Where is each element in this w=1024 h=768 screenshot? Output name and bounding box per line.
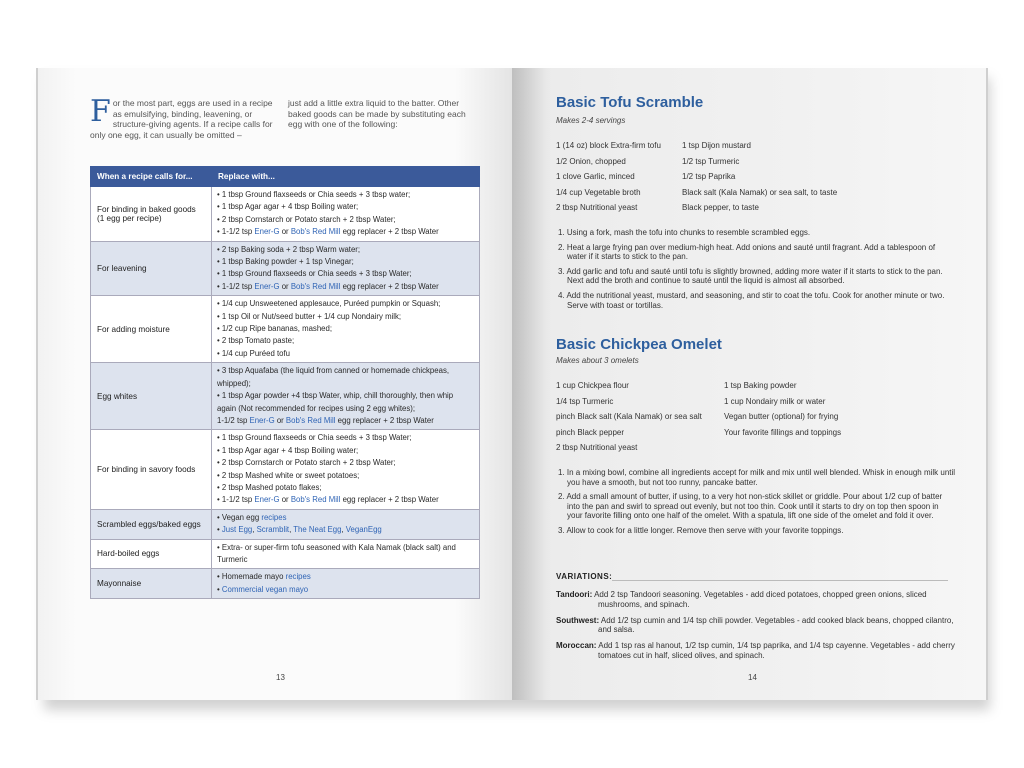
option-text: or [279, 495, 291, 505]
recipe-title-chickpea-omelet: Basic Chickpea Omelet [556, 336, 722, 353]
option-text: 1-1/2 tsp [217, 415, 250, 425]
replacement-option [217, 524, 474, 536]
option-text: , [252, 525, 257, 535]
step: 2. Add a small amount of butter, if using, to a very hot non-stick skillet or griddle. Pour about 1/2 cup of batter into the pan and swirl to spread out evenly, but not too thin. Cook until it starts to dry on top then spoon in your favorite filling onto one half of the omelet. With a spatula, lift one side of the omelet and fold it over. [558, 492, 943, 521]
row-replacements [212, 430, 480, 509]
variations-divider [612, 580, 948, 581]
step: 4. Add the nutritional yeast, mustard, and seasoning, and stir to coat the tofu. Cook for another minute or two. Serve with toast or tortillas. [558, 290, 945, 310]
variation-text: Add 1 tsp ras al hanout, 1/2 tsp cumin, 1/4 tsp paprika, and 1/4 tsp cayenne. Vegetables - add cherry tomatoes cut in half, sliced olives, and spinach. [598, 641, 955, 660]
option-text: • 2 tbsp Cornstarch or Potato starch + 2 tbsp Water; [217, 458, 396, 468]
option-text: • 1 tbsp Agar powder +4 tbsp Water, whip, chill thoroughly, then whip again (Not recommended for recipes using 2 egg whites); [217, 391, 454, 413]
table-row [91, 539, 480, 569]
intro-text-1: or the most part, eggs are used in a recipe as emulsifying, binding, leavening, or structure-giving agents. If a recipe calls for only one egg, it can usually be omitted – [90, 98, 273, 140]
option-text: • 1 tsp Oil or Nut/seed butter + 1/4 cup Nondairy milk; [217, 311, 402, 321]
ingredient: 1/2 Onion, chopped [556, 156, 626, 166]
row-replacements [212, 241, 480, 296]
option-text: or [279, 281, 291, 291]
product-link[interactable]: Bob's Red Mill [290, 495, 341, 505]
ingredient: 1 tsp Baking powder [724, 381, 797, 390]
step: 1. Using a fork, mash the tofu into chunks to resemble scrambled eggs. [558, 228, 811, 237]
table-row [91, 569, 480, 599]
replacement-option [217, 335, 474, 347]
replacement-option [217, 323, 474, 335]
recipe-servings-tofu: Makes 2-4 servings [556, 116, 626, 125]
replacement-option [217, 189, 474, 201]
product-link[interactable]: Scramblit [256, 525, 290, 535]
ingredient: 1 (14 oz) block Extra-firm tofu [556, 141, 661, 150]
row-replacements [212, 296, 480, 363]
table-header-calls-for: When a recipe calls for... [91, 167, 212, 187]
left-page [36, 68, 512, 700]
variation-text: Add 1/2 tsp cumin and 1/4 tsp chili powder. Vegetables - add cooked black beans, chopped cilantro, and salsa. [598, 615, 954, 635]
option-text: , [341, 525, 346, 535]
row-replacements [212, 539, 480, 569]
row-category: For leavening [91, 241, 212, 296]
option-text: • 1 tbsp Ground flaxseeds or Chia seeds + 3 tbsp Water; [217, 433, 412, 443]
step: 3. Add garlic and tofu and sauté until tofu is slightly browned, adding more water if it starts to stick to the pan. Next add the broth and continue to sauté until the liquid is almost all absorbed. [558, 266, 943, 286]
replacement-option [217, 298, 474, 310]
ingredients-tofu-col2 [682, 138, 952, 216]
recipe-title-tofu-scramble: Basic Tofu Scramble [556, 94, 704, 111]
option-text: • 1 tbsp Agar agar + 4 tbsp Boiling water; [217, 202, 359, 212]
variation-item [556, 641, 956, 661]
variation-item [556, 616, 956, 636]
option-text: egg replacer + 2 tbsp Water [340, 227, 439, 237]
row-category: Mayonnaise [91, 569, 212, 599]
replacement-option [217, 512, 474, 524]
table-row [91, 363, 480, 430]
replacement-option [217, 201, 474, 213]
ingredient: 2 tbsp Nutritional yeast [556, 443, 638, 452]
product-link[interactable]: Bob's Red Mill [290, 281, 341, 291]
step: 3. Allow to cook for a little longer. Remove then serve with your favorite toppings. [558, 525, 844, 535]
row-category: For binding in baked goods (1 egg per recipe) [91, 187, 212, 242]
table-row [91, 509, 480, 539]
ingredient: 1 tsp Dijon mustard [682, 141, 751, 150]
table-row [91, 187, 480, 242]
ingredient: 1/4 cup Vegetable broth [556, 187, 641, 197]
variation-text: Add 2 tsp Tandoori seasoning. Vegetables - add diced potatoes, chopped green onions, sliced mushrooms, and spinach. [594, 590, 927, 609]
option-text: • 1-1/2 tsp [217, 281, 255, 291]
ingredient: 1/2 tsp Paprika [682, 172, 736, 181]
ingredient: 1 cup Chickpea flour [556, 381, 629, 390]
option-text: , [289, 525, 294, 535]
replacement-option [217, 482, 474, 494]
recipe-servings-omelet: Makes about 3 omelets [556, 356, 639, 365]
replacement-option [217, 365, 474, 390]
intro-column-1 [90, 94, 276, 140]
option-text: • 2 tsp Baking soda + 2 tbsp Warm water; [217, 244, 361, 254]
ingredient: 1 cup Nondairy milk or water [724, 396, 826, 406]
row-replacements [212, 187, 480, 242]
table-header-replace-with: Replace with... [212, 167, 480, 187]
option-text: egg replacer + 2 tbsp Water [340, 495, 439, 505]
row-replacements [212, 509, 480, 539]
option-text: • Vegan egg [217, 512, 262, 522]
option-text: • 2 tbsp Tomato paste; [217, 336, 295, 346]
product-link[interactable]: Ener-G [254, 495, 280, 505]
ingredient: 1/2 tsp Turmeric [682, 156, 740, 166]
product-link[interactable]: recipes [285, 572, 311, 582]
product-link[interactable]: Commercial vegan mayo [221, 584, 309, 594]
ingredient: Vegan butter (optional) for frying [724, 412, 839, 421]
option-text: • 1 tbsp Ground flaxseeds or Chia seeds + 3 tbsp Water; [217, 269, 412, 279]
ingredient: 2 tbsp Nutritional yeast [556, 203, 638, 212]
ingredients-tofu-col1 [556, 138, 678, 216]
product-link[interactable]: Just Egg [221, 525, 253, 535]
step: 2. Heat a large frying pan over medium-high heat. Add onions and sauté until fragrant. Add a tablespoon of water if it starts to stick to the pan. [558, 242, 936, 262]
table-row [91, 241, 480, 296]
ingredient: Your favorite fillings and toppings [724, 427, 842, 437]
replacement-option [217, 542, 474, 567]
ingredient: 1/4 tsp Turmeric [556, 396, 614, 406]
ingredients-omelet-col2 [724, 378, 954, 440]
step: 1. In a mixing bowl, combine all ingredients accept for milk and mix until well blended. Whisk in enough milk until you have a smooth, but not too runny, pancake batter. [558, 468, 956, 487]
replacement-option [217, 457, 474, 469]
drop-cap: F [90, 94, 111, 129]
option-text: • 1 tbsp Agar agar + 4 tbsp Boiling water; [217, 445, 359, 455]
replacement-option [217, 390, 474, 415]
replacement-option [217, 244, 474, 256]
option-text: • 2 tbsp Mashed potato flakes; [217, 482, 322, 492]
variations-heading: VARIATIONS: [556, 572, 613, 581]
replacement-option [217, 214, 474, 226]
replacement-option [217, 348, 474, 360]
option-text: • 2 tbsp Cornstarch or Potato starch + 2 tbsp Water; [217, 214, 396, 224]
product-link[interactable]: The Neat Egg [293, 525, 342, 535]
row-category: Scrambled eggs/baked eggs [91, 509, 212, 539]
variation-name: Moroccan: [556, 641, 597, 651]
egg-substitution-table [90, 166, 480, 599]
product-link[interactable]: Bob's Red Mill [290, 227, 341, 237]
ingredient: Black salt (Kala Namak) or sea salt, to taste [682, 187, 838, 197]
option-text: • Homemade mayo [217, 572, 286, 582]
option-text: • 1/4 cup Unsweetened applesauce, Puréed pumpkin or Squash; [217, 299, 441, 309]
option-text: • 1-1/2 tsp [217, 227, 255, 237]
option-text: or [279, 227, 291, 237]
ingredient: Black pepper, to taste [682, 203, 759, 212]
row-category: Egg whites [91, 363, 212, 430]
replacement-option [217, 415, 474, 427]
option-text: • 3 tbsp Aquafaba (the liquid from canned or homemade chickpeas, whipped); [217, 366, 450, 388]
product-link[interactable]: Ener-G [254, 227, 280, 237]
steps-omelet [558, 468, 956, 541]
option-text: • [217, 584, 222, 594]
row-category: For binding in savory foods [91, 430, 212, 509]
option-text: • 2 tbsp Mashed white or sweet potatoes; [217, 470, 360, 480]
ingredient: pinch Black pepper [556, 427, 625, 437]
option-text: egg replacer + 2 tbsp Water [340, 281, 439, 291]
variations-list [556, 590, 956, 667]
ingredients-omelet-col1 [556, 378, 720, 456]
variation-item [556, 590, 956, 610]
ingredient: 1 clove Garlic, minced [556, 172, 635, 181]
replacement-option [217, 494, 474, 506]
table-row [91, 430, 480, 509]
table-row [91, 296, 480, 363]
replacement-option [217, 268, 474, 280]
option-text: • 1/2 cup Ripe bananas, mashed; [217, 324, 332, 334]
row-category: For adding moisture [91, 296, 212, 363]
row-replacements [212, 363, 480, 430]
product-link[interactable]: Ener-G [249, 415, 275, 425]
replacement-option [217, 571, 474, 583]
row-replacements [212, 569, 480, 599]
replacement-option [217, 256, 474, 268]
option-text: or [274, 415, 286, 425]
product-link[interactable]: Ener-G [254, 281, 280, 291]
option-text: • 1-1/2 tsp [217, 495, 255, 505]
option-text: egg replacer + 2 tbsp Water [335, 415, 434, 425]
replacement-option [217, 584, 474, 596]
replacement-option [217, 432, 474, 444]
replacement-option [217, 226, 474, 238]
row-category: Hard-boiled eggs [91, 539, 212, 569]
option-text: • 1 tbsp Baking powder + 1 tsp Vinegar; [217, 257, 354, 267]
variation-name: Tandoori: [556, 590, 593, 599]
page-number-right: 14 [748, 673, 757, 682]
product-link[interactable]: recipes [261, 512, 287, 522]
option-text: • 1 tbsp Ground flaxseeds or Chia seeds + 3 tbsp water; [217, 190, 411, 199]
option-text: • [217, 525, 222, 535]
steps-tofu [558, 228, 956, 315]
replacement-option [217, 311, 474, 323]
ingredient: pinch Black salt (Kala Namak) or sea salt [556, 412, 702, 421]
right-page [512, 68, 988, 700]
product-link[interactable]: Bob's Red Mill [285, 415, 336, 425]
replacement-option [217, 470, 474, 482]
table-body [91, 187, 480, 599]
replacement-option [217, 281, 474, 293]
option-text: • Extra- or super-firm tofu seasoned with Kala Namak (black salt) and Turmeric [217, 542, 456, 564]
variation-name: Southwest: [556, 615, 600, 625]
option-text: • 1/4 cup Puréed tofu [217, 348, 290, 358]
page-number-left: 13 [276, 673, 285, 682]
replacement-option [217, 445, 474, 457]
product-link[interactable]: VeganEgg [345, 525, 382, 535]
intro-column-2: just add a little extra liquid to the batter. Other baked goods can be made by substituting each egg with one of the following: [288, 98, 466, 129]
